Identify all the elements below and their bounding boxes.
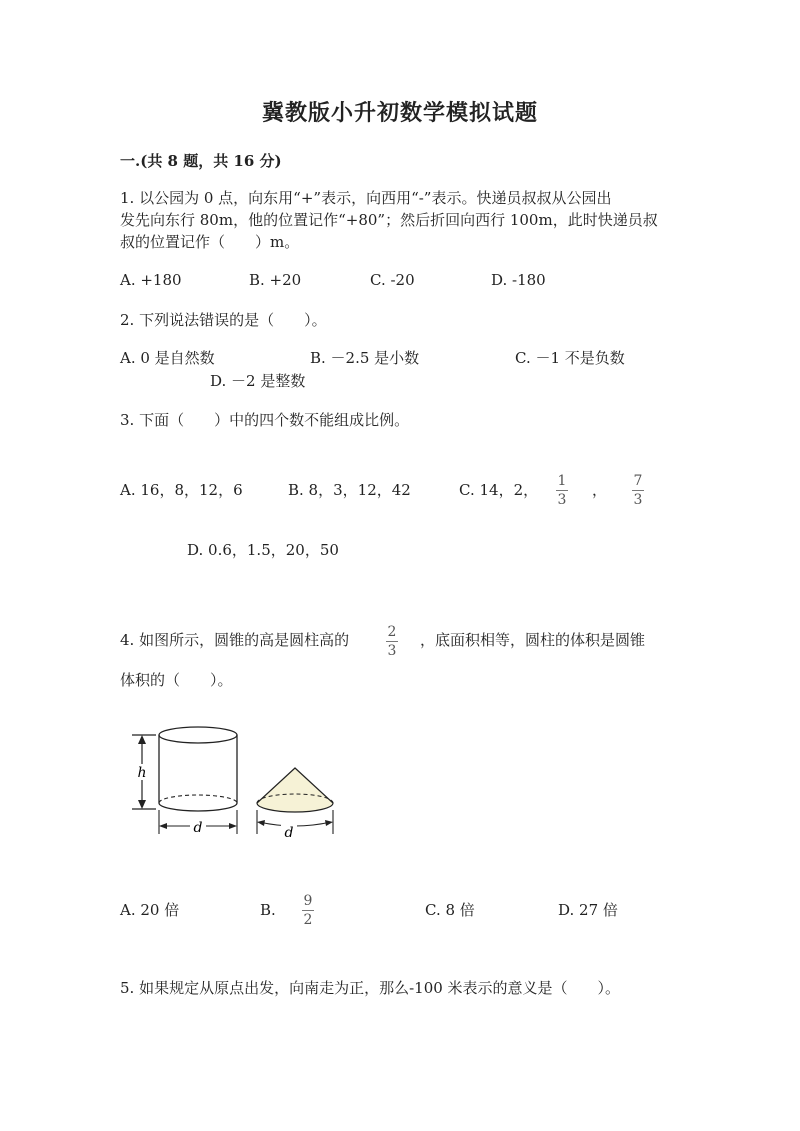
q4-fraction: [386, 624, 398, 659]
fraction-denominator: 3: [557, 492, 567, 508]
fraction-numerator: 7: [633, 473, 643, 489]
fraction-numerator: 9: [303, 893, 313, 909]
q1-line-2: 发先向东行 80m，他的位置记作“+80”；然后折回向西行 100m，此时快递员叔: [120, 211, 658, 229]
cone-diameter-label: d: [284, 825, 294, 841]
q1-line-1: 1. 以公园为 0 点，向东用“+”表示，向西用“-”表示。快递员叔叔从公园出: [120, 189, 612, 207]
q3-option-a: A. 16，8，12，6: [120, 481, 243, 499]
q4-option-a: A. 20 倍: [120, 901, 180, 919]
q3-c-separator: ，: [592, 481, 608, 499]
q4-option-b: B.: [260, 901, 276, 919]
fraction-bar: [556, 490, 568, 491]
q2-stem: 2. 下列说法错误的是（ ）。: [120, 311, 327, 329]
fraction-bar: [386, 641, 398, 642]
height-label: h: [137, 765, 147, 781]
q3-option-d: D. 0.6，1.5，20，50: [187, 541, 339, 559]
q4-option-c: C. 8 倍: [425, 901, 475, 919]
fraction-bar: [302, 910, 314, 911]
q2-option-d: D. －2 是整数: [210, 372, 306, 390]
cone-shape: [257, 768, 333, 812]
cylinder-shape: [159, 727, 237, 811]
fraction-denominator: 3: [633, 492, 643, 508]
q1-option-d: D. -180: [491, 271, 546, 289]
cylinder-diameter-label: d: [193, 820, 203, 836]
q2-option-c: C. －1 不是负数: [515, 349, 625, 367]
q3-c-fraction-1: [556, 473, 568, 508]
fraction-numerator: 1: [557, 473, 567, 489]
q3-stem: 3. 下面（ ）中的四个数不能组成比例。: [120, 411, 410, 429]
q1-option-b: B. +20: [249, 271, 302, 289]
q1-option-a: A. +180: [120, 271, 182, 289]
cylinder-cone-figure: [120, 718, 340, 848]
q4-stem-b: ，底面积相等，圆柱的体积是圆锥: [420, 631, 646, 649]
fraction-denominator: 3: [387, 643, 397, 659]
q4-option-d: D. 27 倍: [558, 901, 618, 919]
cone-diameter-dimension: [257, 810, 333, 837]
q3-c-fraction-2: [632, 473, 644, 508]
q3-option-c: C. 14，2，: [459, 481, 539, 499]
fraction-bar: [632, 490, 644, 491]
q1-option-c: C. -20: [370, 271, 415, 289]
q4-stem-a: 4. 如图所示，圆锥的高是圆柱高的: [120, 631, 350, 649]
q2-option-a: A. 0 是自然数: [120, 349, 215, 367]
page-title: 冀教版小升初数学模拟试题: [261, 100, 538, 126]
q5-stem: 5. 如果规定从原点出发，向南走为正，那么-100 米表示的意义是（ ）。: [120, 979, 621, 997]
q3-option-b: B. 8，3，12，42: [288, 481, 411, 499]
q1-line-3: 叔的位置记作（ ）m。: [120, 233, 300, 251]
fraction-numerator: 2: [387, 624, 397, 640]
section-header: 一.(共 8 题，共 16 分): [120, 152, 282, 170]
fraction-denominator: 2: [303, 912, 313, 928]
q4-b-fraction: [302, 893, 314, 928]
q4-stem-c: 体积的（ ）。: [120, 671, 233, 689]
q2-option-b: B. －2.5 是小数: [310, 349, 420, 367]
